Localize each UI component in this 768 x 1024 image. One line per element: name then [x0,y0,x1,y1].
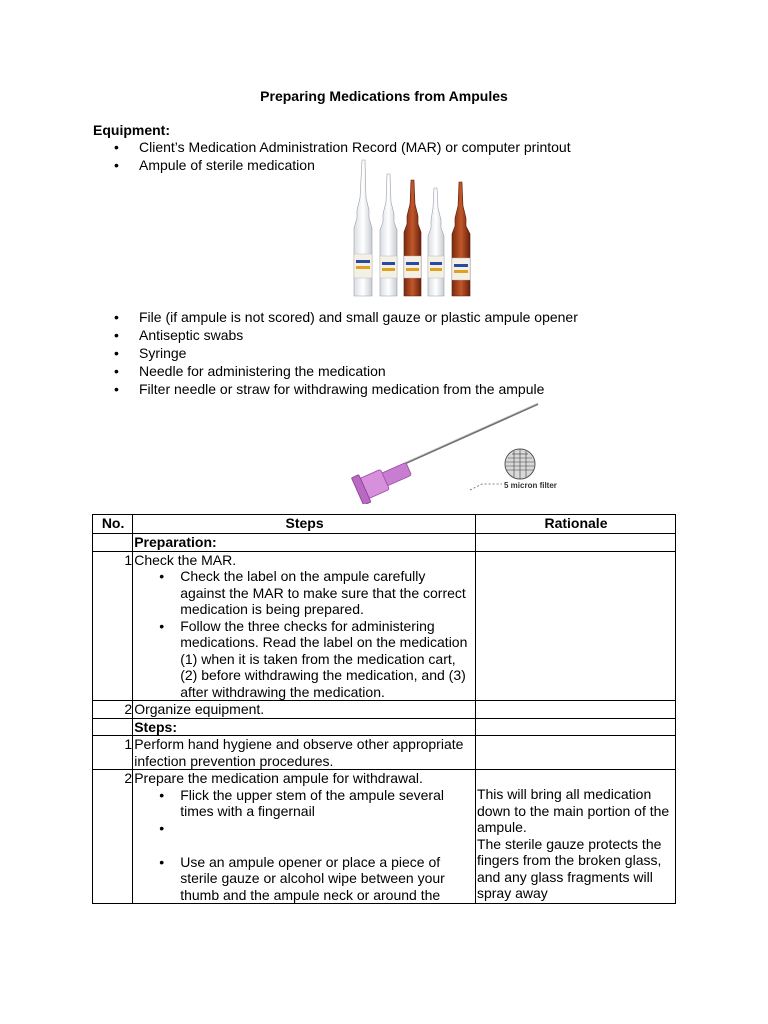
rationale-cell [475,770,675,904]
sub-step: • Use an ampule opener or place a piece of sterile gauze or alcohol wipe between your thumb and the ampule neck or around the [134,854,475,904]
filter-caption: 5 micron filter [504,481,557,490]
rationale-text: The sterile gauze protects the fingers from the broken glass, and any glass fragments will spray away [476,835,662,901]
equipment-item: • Needle for administering the medication [0,363,578,381]
equipment-list-top [0,139,571,175]
step-cell [133,551,476,701]
header-rationale: Rationale [475,515,675,534]
section-label: Preparation: [133,534,476,552]
table-row [93,551,676,701]
step-text: Organize equipment. [133,701,476,719]
procedure-table [92,514,676,904]
sub-step: • Flick the upper stem of the ampule several times with a fingernail [134,787,475,820]
row-number: 1 [93,736,133,770]
sub-step: • Follow the three checks for administering medications. Read the label on the medication (1) when it is taken from the medication cart, (2) before withdrawing the medication, and (3) after withdrawing the medication. [134,618,475,701]
equipment-item: • Antiseptic swabs [0,327,578,345]
row-number: 2 [93,701,133,719]
equipment-list-bottom [0,309,578,399]
step-text: Perform hand hygiene and observe other appropriate infection prevention procedures. [133,736,476,770]
equipment-item: • File (if ampule is not scored) and small gauze or plastic ampule opener [0,309,578,327]
section-label: Steps: [133,718,476,736]
ampules-image [352,158,476,300]
equipment-item: • Filter needle or straw for withdrawing medication from the ampule [0,381,578,399]
sub-step: • Check the label on the ampule carefully against the MAR to make sure that the correct medication is being prepared. [134,568,475,618]
row-number: 2 [93,770,133,904]
table-header-row [93,515,676,534]
equipment-item: • Syringe [0,345,578,363]
header-no: No. [93,515,133,534]
table-row [93,770,676,904]
equipment-heading: Equipment: [93,122,170,138]
step-text: Check the MAR. [134,551,237,568]
header-steps: Steps [133,515,476,534]
equipment-item: • Ampule of sterile medication [0,157,571,175]
step-text: Prepare the medication ampule for withdrawal. [134,770,423,786]
section-row-steps [93,718,676,736]
step-cell [133,770,476,904]
equipment-item: • Client’s Medication Administration Record (MAR) or computer printout [0,139,571,157]
filter-needle-image [350,400,578,504]
page-title: Preparing Medications from Ampules [260,88,508,104]
table-row [93,736,676,770]
row-number: 1 [93,551,133,701]
table-row [93,701,676,719]
section-row-preparation [93,534,676,552]
rationale-text: This will bring all medication down to the main portion of the ampule. [476,786,670,835]
